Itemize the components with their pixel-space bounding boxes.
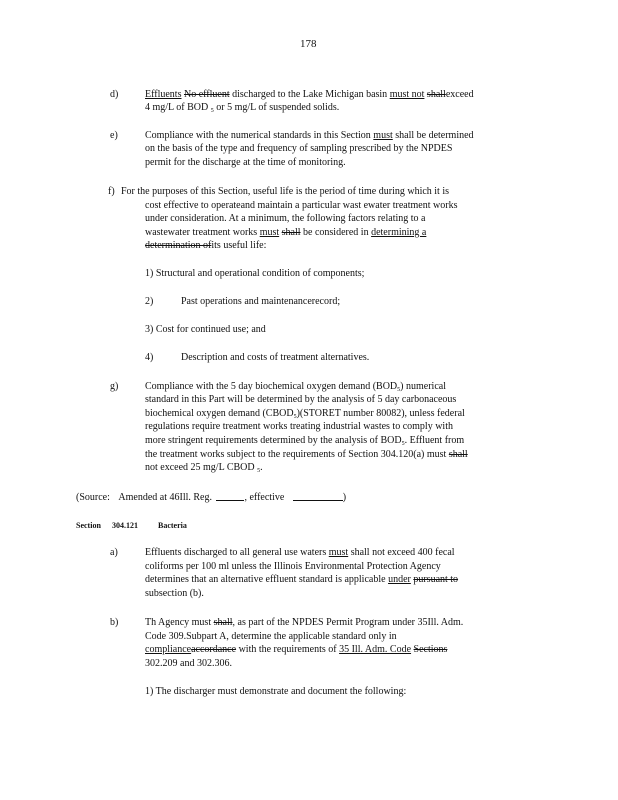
body-text: shall not exceed 400 fecal <box>350 547 455 558</box>
body-text: (Source: <box>76 492 110 503</box>
item-f-line-4 <box>145 227 426 239</box>
item-g-line-7 <box>145 462 263 477</box>
body-text: Effluents discharged to all general use waters <box>145 547 327 558</box>
factor-item-3: 3) Cost for continued use; and <box>145 324 266 335</box>
item-e-line-3: permit for the discharge at the time of monitoring. <box>145 157 346 168</box>
body-text: not exceed 25 mg/L CBOD <box>145 462 255 473</box>
deleted-text: accordance <box>191 644 237 655</box>
body-text: biochemical oxygen demand (CBOD <box>145 408 294 419</box>
deleted-text: Sections <box>413 644 448 655</box>
page-number: 178 <box>300 38 317 50</box>
item-g-line-5 <box>145 435 464 450</box>
body-text: the treatment works subject to the requirements of Section 304.120(a) must <box>145 449 447 460</box>
inserted-text: must <box>373 130 393 141</box>
item-g-line-2: standard in this Part will be determined by the analysis of 5 day carbonaceous <box>145 394 457 405</box>
body-text: or 5 mg/L of suspended solids. <box>216 102 340 113</box>
subscript: 5 <box>401 441 405 447</box>
body-text: . <box>260 462 263 473</box>
item-a-line-1 <box>145 547 455 559</box>
body-text: ) numerical <box>400 381 446 392</box>
body-text: be considered in <box>303 227 369 238</box>
body-text: wastewater treatment works <box>145 227 258 238</box>
body-text: determines that an alternative effluent standard is applicable <box>145 574 386 585</box>
section-label: Section <box>76 521 101 530</box>
body-text: . Effluent from <box>404 435 465 446</box>
item-b-line-3 <box>145 644 447 656</box>
subscript: 5 <box>293 414 297 420</box>
inserted-text: must <box>328 547 349 558</box>
body-text: , effective <box>244 492 285 503</box>
item-g-line-4: regulations require treatment works treating industrial wastes to comply with <box>145 421 453 432</box>
item-d-line-2 <box>145 102 339 117</box>
item-f-line-5 <box>145 240 266 252</box>
body-text: , as part of the NPDES Permit Program under 35Ill. Adm. <box>232 617 464 628</box>
body-text: its useful life: <box>211 240 267 251</box>
body-text: more stringent requirements determined by the analysis of BOD <box>145 435 402 446</box>
factor-item-4-text: Description and costs of treatment alternatives. <box>181 352 370 363</box>
deleted-text: pursuant to <box>413 574 459 585</box>
factor-item-4-number: 4) <box>145 352 154 363</box>
subscript: 5 <box>397 387 401 393</box>
source-note <box>76 491 346 504</box>
body-text: 4 mg/L of BOD <box>145 102 209 113</box>
item-f-line-3: under consideration. At a minimum, the following factors relating to a <box>145 213 426 224</box>
item-a-line-2: coliforms per 100 ml unless the Illinois Environmental Protection Agency <box>145 561 441 572</box>
deleted-text: shall <box>426 89 446 100</box>
blank-line <box>293 491 343 501</box>
deleted-text: shall <box>213 617 233 628</box>
inserted-text: must <box>259 227 280 238</box>
inserted-text: Effluents <box>145 89 182 100</box>
item-a-line-4: subsection (b). <box>145 588 204 599</box>
section-number: 304.121 <box>112 521 138 530</box>
body-text: discharged to the Lake Michigan basin <box>232 89 388 100</box>
factor-item-2-text: Past operations and maintenancerecord; <box>181 296 341 307</box>
body-text: Th Agency must <box>145 617 212 628</box>
subscript: 5 <box>257 468 261 474</box>
body-text: exceed <box>445 89 474 100</box>
factor-item-2-number: 2) <box>145 296 154 307</box>
item-b-line-2: Code 309.Subpart A, determine the applicable standard only in <box>145 631 397 642</box>
factor-item-1: 1) Structural and operational condition of components; <box>145 268 365 279</box>
item-b-subitem-1: 1) The discharger must demonstrate and document the following: <box>145 686 407 697</box>
item-e-marker: e) <box>110 130 118 141</box>
section-title: Bacteria <box>158 521 187 530</box>
item-d-marker: d) <box>110 89 119 100</box>
item-e-line-1 <box>145 130 474 142</box>
item-f-line-1: For the purposes of this Section, useful life is the period of time during which it is <box>121 186 450 197</box>
inserted-text: under <box>388 574 411 585</box>
item-a-marker: a) <box>110 547 118 558</box>
item-d-line-1 <box>145 89 474 101</box>
item-g-line-6 <box>145 449 468 461</box>
body-text: shall be determined <box>395 130 474 141</box>
deleted-text: No effluent <box>183 89 230 100</box>
item-g-marker: g) <box>110 381 119 392</box>
item-a-line-3 <box>145 574 458 586</box>
body-text: ) <box>342 492 347 503</box>
deleted-text: shall <box>281 227 301 238</box>
body-text: Amended at 46Ill. Reg. <box>118 492 212 503</box>
inserted-text: compliance <box>145 644 192 655</box>
item-f-marker: f) <box>108 186 115 197</box>
deleted-text: shall <box>448 449 468 460</box>
item-b-line-4: 302.209 and 302.306. <box>145 658 232 669</box>
body-text: Compliance with the numerical standards in this Section <box>145 130 371 141</box>
inserted-text: 35 Ill. Adm. Code <box>339 644 412 655</box>
blank-line <box>216 491 244 501</box>
item-e-line-2: on the basis of the type and frequency of sampling prescribed by the NPDES <box>145 143 453 154</box>
body-text: )(STORET number 80082), unless federal <box>296 408 465 419</box>
deleted-text: determination of <box>145 240 212 251</box>
item-f-line-2: cost effective to operateand maintain a particular wast ewater treatment works <box>145 200 458 211</box>
subscript: 5 <box>210 108 214 114</box>
inserted-text: must not <box>389 89 425 100</box>
body-text: with the requirements of <box>238 644 337 655</box>
inserted-text: determining a <box>371 227 427 238</box>
item-b-line-1 <box>145 617 463 629</box>
item-b-marker: b) <box>110 617 119 628</box>
body-text: Compliance with the 5 day biochemical oxygen demand (BOD <box>145 381 398 392</box>
